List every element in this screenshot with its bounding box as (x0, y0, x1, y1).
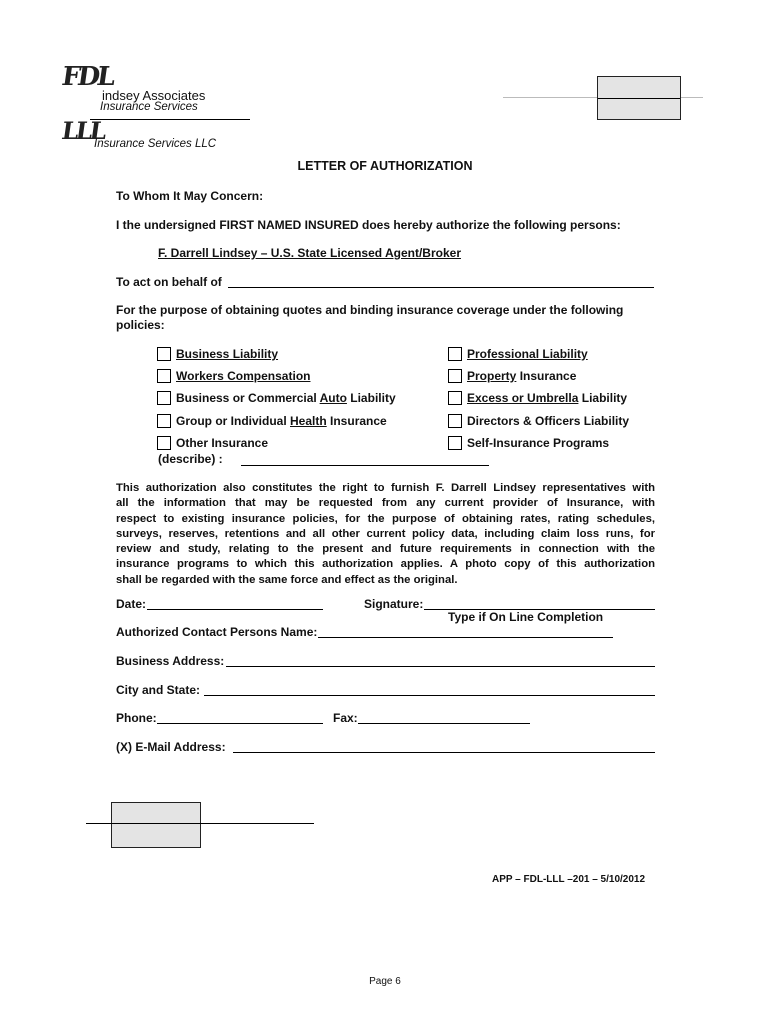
fax-label: Fax: (333, 711, 358, 725)
logo-company-name: indsey Associates (102, 88, 206, 103)
checkbox-directors-officers[interactable] (448, 414, 462, 428)
paragraph-line: respect to existing insurance policies, for the purpose of obtaining rates, rating schedules, (116, 512, 655, 525)
checkbox-other-insurance[interactable] (157, 436, 171, 450)
purpose-line2: policies: (116, 318, 165, 332)
bottom-left-rule (86, 823, 314, 824)
policy-health-insurance: Group or Individual Health Insurance (176, 414, 387, 428)
top-right-box (597, 76, 681, 120)
page-number: Page 6 (369, 976, 401, 987)
policy-other-insurance: Other Insurance (176, 436, 269, 450)
paragraph-line: review and study, relating to the present and future requirements in connection with the (116, 543, 655, 556)
policy-self-insurance: Self-Insurance Programs (467, 436, 610, 450)
date-label: Date: (116, 597, 147, 611)
policy-business-liability: Business Liability (176, 347, 279, 361)
checkbox-health-insurance[interactable] (157, 414, 171, 428)
policy-workers-compensation: Workers Compensation (176, 369, 311, 383)
purpose-line1: For the purpose of obtaining quotes and binding insurance coverage under the following (116, 303, 624, 317)
date-field[interactable] (147, 609, 323, 610)
policy-property-insurance: Property Insurance (467, 369, 577, 383)
salutation: To Whom It May Concern: (116, 189, 264, 203)
policy-professional-liability: Professional Liability (467, 347, 588, 361)
checkbox-professional-liability[interactable] (448, 347, 462, 361)
page-title: LETTER OF AUTHORIZATION (297, 159, 473, 173)
paragraph-line: all the information that may be requested from any current provider of Insurance, with (116, 497, 655, 510)
email-label: (X) E-Mail Address: (116, 740, 226, 754)
business-address-label: Business Address: (116, 654, 225, 668)
signature-hint: Type if On Line Completion (448, 610, 604, 624)
contact-name-field[interactable] (318, 637, 613, 638)
checkbox-workers-compensation[interactable] (157, 369, 171, 383)
policy-umbrella-liability: Excess or Umbrella Liability (467, 391, 628, 405)
agent-name: F. Darrell Lindsey – U.S. State Licensed Agent/Broker (158, 246, 461, 260)
act-on-behalf-label: To act on behalf of (116, 275, 222, 289)
paragraph-line: shall be regarded with the same force and effect as the original. (116, 573, 458, 586)
logo-company-sub: Insurance Services (100, 101, 198, 113)
city-state-label: City and State: (116, 683, 201, 697)
company-logo (60, 62, 260, 162)
business-address-field[interactable] (226, 666, 655, 667)
act-on-behalf-field[interactable] (228, 287, 654, 288)
authorization-paragraph (116, 481, 655, 588)
logo-company-llc: Insurance Services LLC (94, 138, 217, 150)
paragraph-line: insurance programs to which this authorization applies. A photo copy of this authorization (116, 558, 655, 571)
bottom-left-box (111, 802, 201, 848)
phone-label: Phone: (116, 711, 157, 725)
policy-directors-officers: Directors & Officers Liability (467, 414, 630, 428)
checkbox-self-insurance[interactable] (448, 436, 462, 450)
logo-letters-bottom: LLL (59, 116, 106, 145)
intro-text: I the undersigned FIRST NAMED INSURED does hereby authorize the following persons: (116, 218, 621, 232)
paragraph-line: This authorization also constitutes the right to furnish F. Darrell Lindsey representatives with (116, 482, 655, 494)
signature-label: Signature: (364, 597, 424, 611)
checkbox-business-liability[interactable] (157, 347, 171, 361)
email-field[interactable] (233, 752, 655, 753)
checkbox-property-insurance[interactable] (448, 369, 462, 383)
logo-divider (90, 119, 250, 120)
policy-auto-liability: Business or Commercial Auto Liability (176, 391, 396, 405)
fax-field[interactable] (358, 723, 530, 724)
city-state-field[interactable] (204, 695, 655, 696)
contact-name-label: Authorized Contact Persons Name: (116, 625, 318, 639)
checkbox-umbrella-liability[interactable] (448, 391, 462, 405)
logo-letters-top: FDL (59, 62, 115, 92)
form-code: APP – FDL-LLL –201 – 5/10/2012 (492, 874, 646, 885)
describe-label: (describe) : (158, 452, 223, 466)
phone-field[interactable] (157, 723, 323, 724)
checkbox-auto-liability[interactable] (157, 391, 171, 405)
describe-field[interactable] (241, 465, 489, 466)
paragraph-line: surveys, reserves, retentions and all other current policy data, including claim loss runs, for (116, 527, 655, 540)
